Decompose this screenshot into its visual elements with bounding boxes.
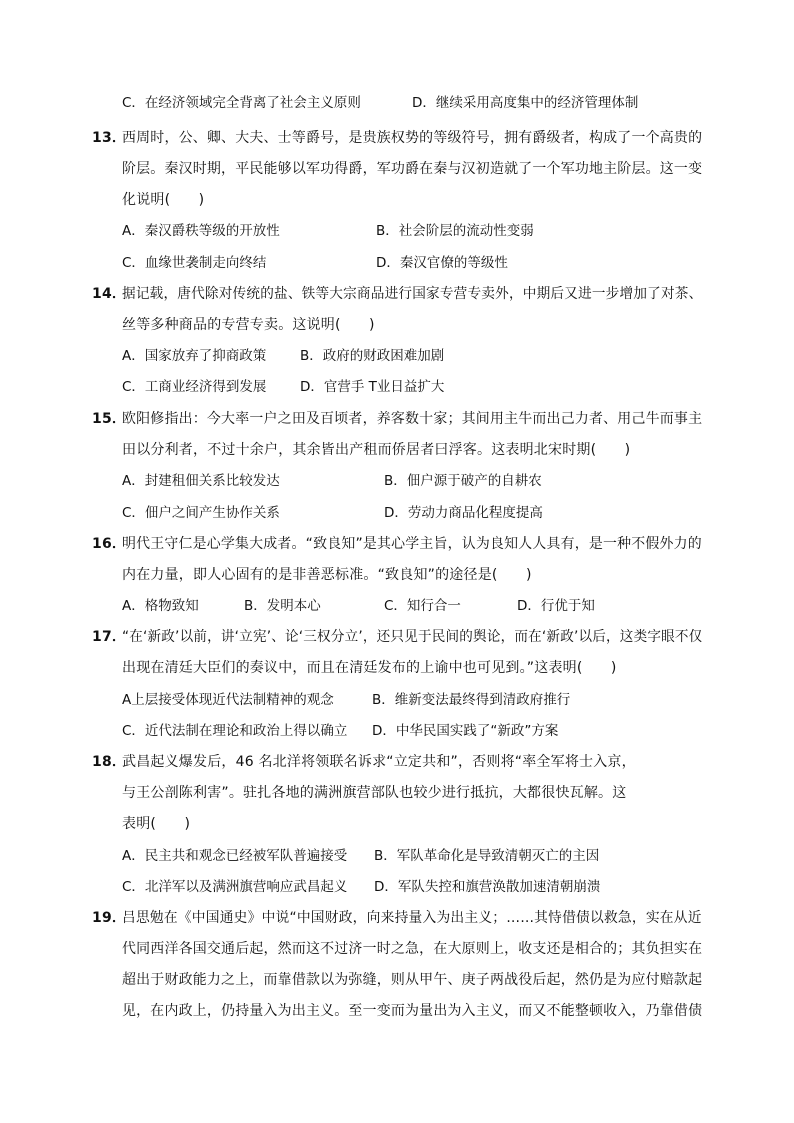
question-14-option-b[interactable]: B．政府的财政困难加剧 — [300, 348, 445, 364]
question-14-text-line-2: 丝等多种商品的专营专卖。这说明( ) — [122, 317, 375, 333]
question-19-text-line-1: 吕思勉在《中国通史》中说“中国财政，向来持量入为出主义；……其恃借债以救急，实在从近 — [122, 910, 702, 926]
question-17-text-line-2: 出现在清廷大臣们的奏议中，而且在清廷发布的上谕中也可见到。”这表明( ) — [122, 660, 617, 676]
question-16-option-b[interactable]: B．发明本心 — [244, 598, 321, 614]
question-15-option-d[interactable]: D．劳动力商品化程度提高 — [384, 505, 543, 521]
question-16-number: 16． — [92, 536, 127, 552]
question-18-option-a[interactable]: A．民主共和观念已经被军队普遍接受 — [122, 848, 348, 864]
question-15-text-line-1: 欧阳修指出：今大率一户之田及百顷者，养客数十家；其间用主牛而出己力者、用己牛而事主 — [122, 411, 703, 427]
question-18-text-line-1: 武昌起义爆发后，46 名北洋将领联名诉求“立定共和”，否则将“率全军将士入京， — [122, 754, 636, 770]
question-16-option-d[interactable]: D．行优于知 — [517, 598, 595, 614]
question-17-option-b[interactable]: B．维新变法最终得到清政府推行 — [372, 692, 571, 708]
question-14-option-a[interactable]: A．国家放弃了抑商政策 — [122, 348, 267, 364]
question-13-option-d[interactable]: D．秦汉官僚的等级性 — [376, 255, 508, 271]
question-15-option-a[interactable]: A．封建租佃关系比较发达 — [122, 473, 280, 489]
question-16-option-a[interactable]: A．格物致知 — [122, 598, 199, 614]
question-15-option-c[interactable]: C．佃户之间产生协作关系 — [122, 505, 280, 521]
q12-option-d[interactable]: D．继续采用高度集中的经济管理体制 — [412, 95, 639, 111]
question-18-option-b[interactable]: B．军队革命化是导致清朝灭亡的主因 — [374, 848, 600, 864]
question-17-option-d[interactable]: D．中华民国实践了“新政”方案 — [372, 723, 559, 739]
question-14-option-d[interactable]: D．官营手 T业日益扩大 — [300, 379, 445, 395]
question-18-number: 18． — [92, 754, 127, 770]
question-13-option-c[interactable]: C．血缘世袭制走向终结 — [122, 255, 267, 271]
question-17-option-a[interactable]: A上层接受体现近代法制精神的观念 — [122, 692, 334, 708]
question-19-text-line-4: 见，在内政上，仍持量入为出主义。至一变而为量出为入主义，而又不能整顿收入，乃靠借债 — [122, 1003, 703, 1019]
question-13-text-line-2: 阶层。秦汉时期，平民能够以军功得爵，军功爵在秦与汉初造就了一个军功地主阶层。这一变 — [122, 161, 703, 177]
question-14-text-line-1: 据记载，唐代除对传统的盐、铁等大宗商品进行国家专营专卖外，中期后又进一步增加了对茶、 — [122, 286, 703, 302]
question-16-text-line-1: 明代王守仁是心学集大成者。“致良知”是其心学主旨，认为良知人人具有，是一种不假外力的 — [122, 536, 702, 552]
question-15-number: 15． — [92, 411, 127, 427]
question-19-text-line-3: 超出于财政能力之上，而靠借款以为弥缝，则从甲午、庚子两战役后起，然仍是为应付赔款起 — [122, 972, 703, 988]
question-13-number: 13． — [92, 130, 127, 146]
q12-option-c[interactable]: C．在经济领域完全背离了社会主义原则 — [122, 95, 361, 111]
question-13-option-a[interactable]: A．秦汉爵秩等级的开放性 — [122, 223, 280, 239]
question-16-option-c[interactable]: C．知行合一 — [384, 598, 461, 614]
question-14-option-c[interactable]: C．工商业经济得到发展 — [122, 379, 267, 395]
question-17-number: 17． — [92, 629, 127, 645]
question-18-text-line-2: 与王公剖陈利害”。驻扎各地的满洲旗营部队也较少进行抵抗，大都很快瓦解。这 — [122, 785, 627, 801]
question-15-option-b[interactable]: B．佃户源于破产的自耕农 — [384, 473, 542, 489]
question-19-text-line-2: 代同西洋各国交通后起，然而这不过济一时之急，在大原则上，收支还是相合的；其负担实在 — [122, 941, 703, 957]
question-18-text-line-3: 表明( ) — [122, 816, 191, 832]
question-17-option-c[interactable]: C．近代法制在理论和政治上得以确立 — [122, 723, 348, 739]
question-18-option-c[interactable]: C．北洋军以及满洲旗营响应武昌起义 — [122, 879, 348, 895]
question-13-option-b[interactable]: B．社会阶层的流动性变弱 — [376, 223, 534, 239]
question-18-option-d[interactable]: D．军队失控和旗营涣散加速清朝崩溃 — [374, 879, 601, 895]
question-14-number: 14． — [92, 286, 127, 302]
question-19-number: 19． — [92, 910, 127, 926]
question-13-text-line-1: 西周时，公、卿、大夫、士等爵号，是贵族权势的等级符号，拥有爵级者，构成了一个高贵的 — [122, 130, 703, 146]
question-15-text-line-2: 田以分利者，不过十余户，其余皆出产租而侨居者曰浮客。这表明北宋时期( ) — [122, 442, 631, 458]
question-13-text-line-3: 化说明( ) — [122, 192, 205, 208]
question-16-text-line-2: 内在力量，即人心固有的是非善恶标准。“致良知”的途径是( ) — [122, 567, 532, 583]
question-17-text-line-1: “在‘新政’以前，讲‘立宪’、论‘三权分立’，还只见于民间的舆论，而在‘新政’以后，这类字眼不仅 — [122, 629, 703, 645]
